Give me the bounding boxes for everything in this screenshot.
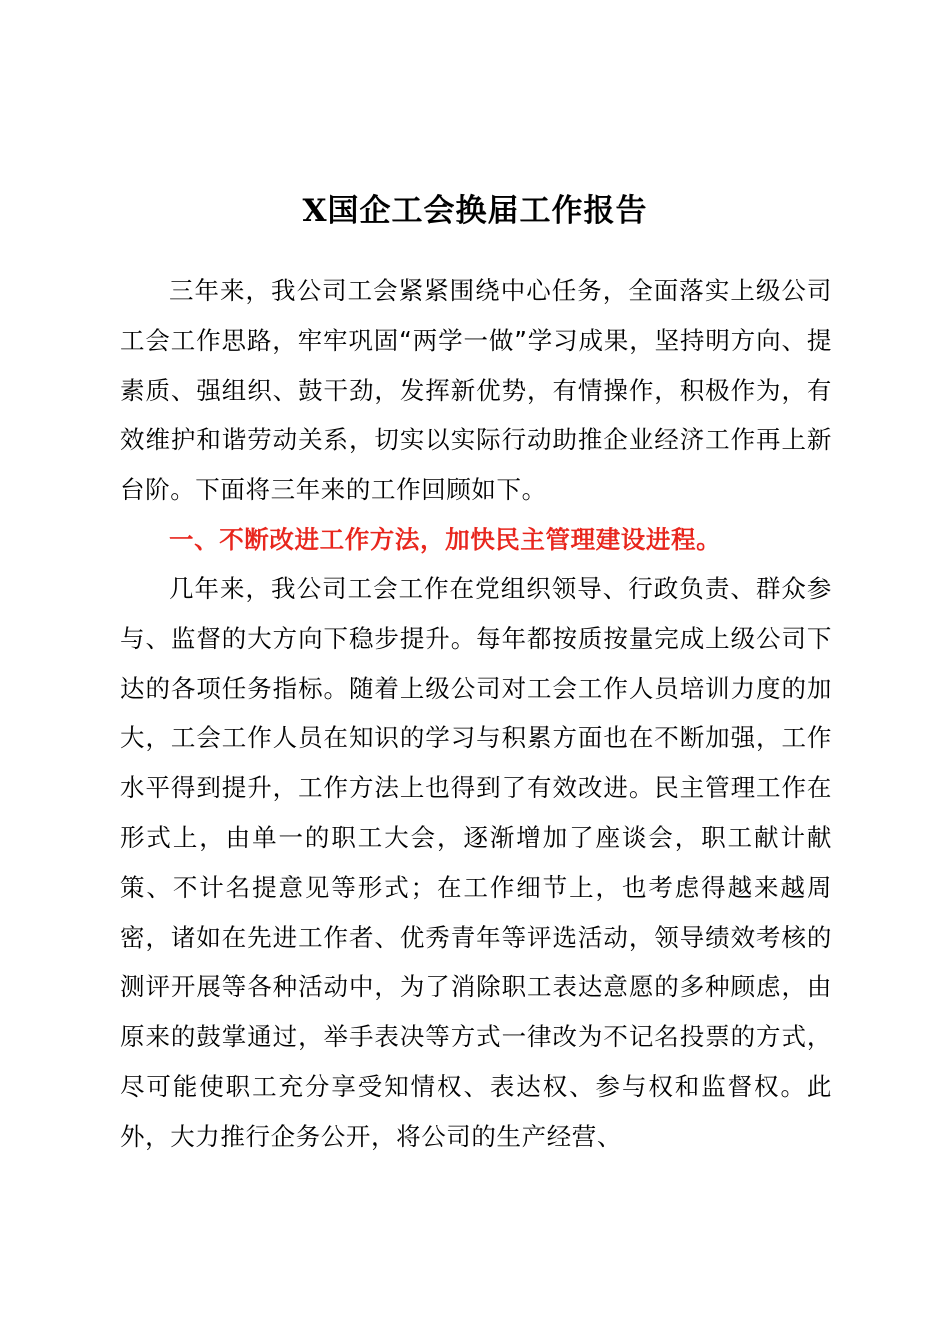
section-heading: 一、不断改进工作方法，加快民主管理建设进程。: [169, 525, 722, 554]
section-paragraph: 几年来，我公司工会工作在党组织领导、行政负责、群众参与、监督的大方向下稳步提升。每年都按质按量完成上级公司下达的各项任务指标。随着上级公司对工会工作人员培训力度的加大，工会工作人员在知识的学习与积累方面也在不断加强，工作水平得到提升，工作方法上也得到了有效改进。民主管理工作在形式上，由单一的职工大会，逐渐增加了座谈会，职工献计献策、不计名提意见等形式；在工作细节上，也考虑得越来越周密，诸如在先进工作者、优秀青年等评选活动，领导绩效考核的测评开展等各种活动中，为了消除职工表达意愿的多种顾虑，由原来的鼓掌通过，举手表决等方式一律改为不记名投票的方式，尽可能使职工充分享受知情权、表达权、参与权和监督权。此外，大力推行企务公开，将公司的生产经营、: [120, 574, 832, 1151]
section-heading-block: [120, 515, 832, 565]
section-paragraph-block: [120, 564, 832, 1162]
intro-paragraph-block: [120, 266, 832, 515]
document-title: X国企工会换届工作报告: [302, 193, 648, 229]
intro-paragraph: 三年来，我公司工会紧紧围绕中心任务，全面落实上级公司工会工作思路，牢牢巩固“两学一做”学习成果，坚持明方向、提素质、强组织、鼓干劲，发挥新优势，有情操作，积极作为，有效维护和谐劳动关系，切实以实际行动助推企业经济工作再上新台阶。下面将三年来的工作回顾如下。: [120, 276, 832, 505]
